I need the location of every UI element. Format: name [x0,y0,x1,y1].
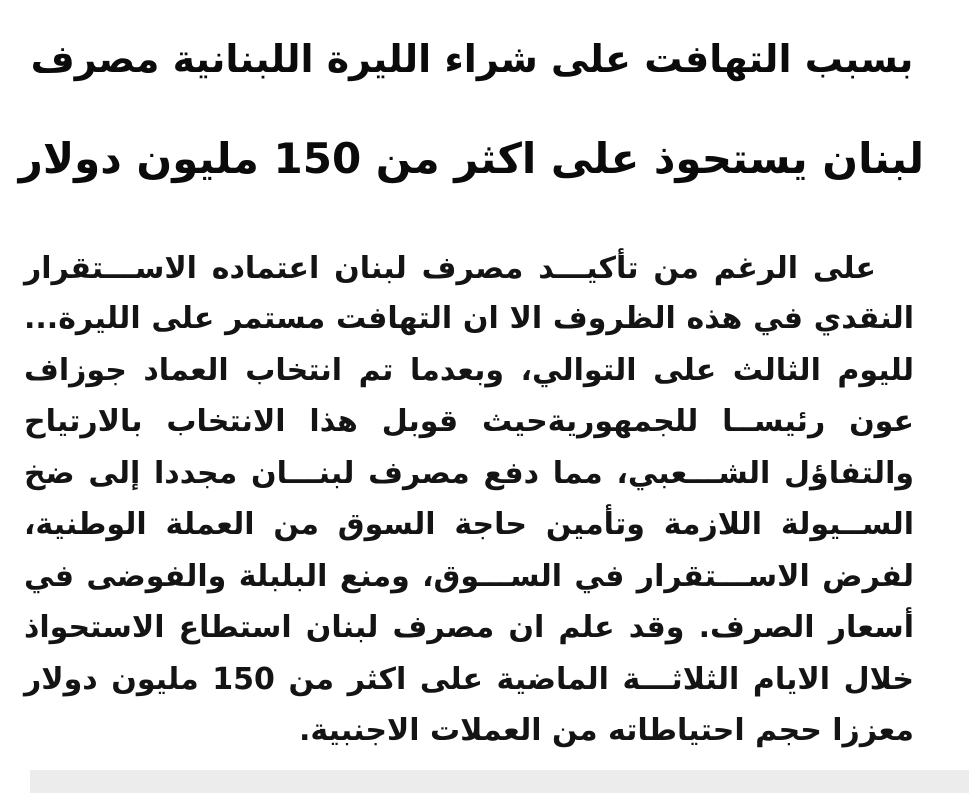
body-line: لليوم الثالث على التوالي، وبعدما تم انتخاب العماد جوزاف [24,353,914,388]
body-line: والتفاؤل الشـــعبي، مما دفع مصرف لبنـــان مجددا إلى ضخ [24,456,914,491]
body-line: عون رئيســا للجمهوريةحيث قوبل هذا الانتخاب بالارتياح [24,404,914,439]
headline-line-2: لبنان يستحوذ على اكثر من 150 مليون دولار [18,134,924,183]
bottom-border-band [30,770,969,793]
body-line: الســيولة اللازمة وتأمين حاجة السوق من العملة الوطنية، [24,507,914,542]
body-line: لفرض الاســـتقرار في الســـوق، ومنع البلبلة والفوضى في [24,559,914,594]
body-line: خلال الايام الثلاثـــة الماضية على اكثر من 150 مليون دولار [24,662,914,697]
body-line: على الرغم من تأكيـــد مصرف لبنان اعتماده الاســـتقرار [24,251,876,286]
body-line: معززا حجم احتياطاته من العملات الاجنبية. [298,713,914,748]
body-line: أسعار الصرف. وقد علم ان مصرف لبنان استطاع الاستحواذ [24,610,914,645]
headline-line-1: بسبب التهافت على شراء الليرة اللبنانية مصرف [30,37,914,81]
body-line: النقدي في هذه الظروف الا ان التهافت مستمر على الليرة... [24,301,914,336]
